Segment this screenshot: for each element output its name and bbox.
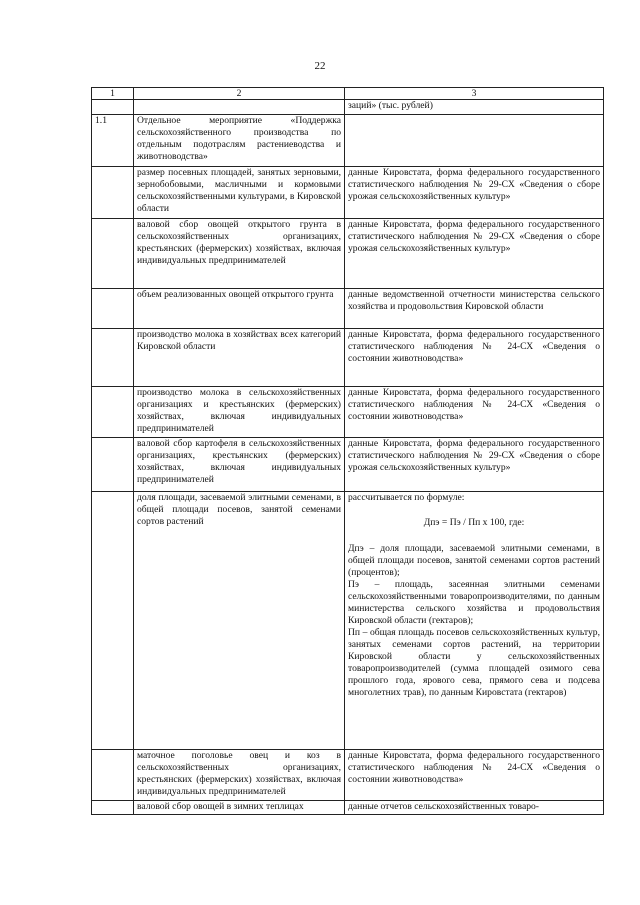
page-number: 22: [314, 60, 326, 72]
indicator-cell: производство молока в сельскохозяйственных организациях и крестьянских (фермерских) хозяйствах, включая индивидуальных предпринимателей: [134, 387, 345, 438]
indicator-cell: валовой сбор картофеля в сельскохозяйственных организациях, крестьянских (фермерских) хозяйствах, включая индивидуальных предпринимателей: [134, 438, 345, 492]
formula-definition: Пп – общая площадь посевов сельскохозяйственных культур, занятых семенами сортов растений, на территории Кировской области у сельскохозяйственных товаропроизводителей (сумма площадей озимого сева прошлого года, ярового сева, прямого сева и подсева многолетних трав), по данным Кировстата (гектаров): [348, 627, 600, 698]
table-row: [92, 289, 604, 329]
table-row: [92, 438, 604, 492]
source-cell: данные Кировстата, форма федерального государственного статистического наблюдения № 24-СХ «Сведения о состоянии животноводства»: [345, 387, 604, 438]
section-row: [92, 115, 604, 167]
source-cell: данные ведомственной отчетности министерства сельского хозяйства и продовольствия Кировской области: [345, 289, 604, 329]
table-row: [92, 801, 604, 815]
section-number: 1.1: [92, 115, 134, 167]
indicator-cell: валовой сбор овощей в зимних теплицах: [134, 801, 345, 815]
header-col-2: 2: [134, 88, 345, 100]
indicator-cell: производство молока в хозяйствах всех категорий Кировской области: [134, 329, 345, 387]
formula-definition: Пэ – площадь, засеянная элитными семенами сельскохозяйственными товаропроизводителями, по данным министерства сельского хозяйства и продовольствия Кировской области (гектаров);: [348, 579, 600, 626]
formula-source-cell: [345, 492, 604, 750]
source-cell: данные Кировстата, форма федерального государственного статистического наблюдения № 29-СХ «Сведения о сборе урожая сельскохозяйственных культур»: [345, 219, 604, 289]
indicator-cell: валовой сбор овощей открытого грунта в сельскохозяйственных организациях, крестьянских (фермерских) хозяйствах, включая индивидуальных предпринимателей: [134, 219, 345, 289]
indicator-table: [91, 87, 604, 815]
indicator-cell: размер посевных площадей, занятых зерновыми, зернобобовыми, масличными и кормовыми сельскохозяйственными культурами, в Кировской области: [134, 167, 345, 219]
table-row: [92, 387, 604, 438]
source-cell: данные Кировстата, форма федерального государственного статистического наблюдения № 24-СХ «Сведения о состоянии животноводства»: [345, 329, 604, 387]
continuation-text: заций» (тыс. рублей): [345, 100, 604, 115]
source-cell: данные Кировстата, форма федерального государственного статистического наблюдения № 29-СХ «Сведения о сборе урожая сельскохозяйственных культур»: [345, 167, 604, 219]
section-title: Отдельное мероприятие «Поддержка сельскохозяйственного производства по отдельным подотраслям растениеводства и животноводства»: [134, 115, 345, 167]
header-col-1: 1: [92, 88, 134, 100]
table-row: [92, 219, 604, 289]
table-row: [92, 750, 604, 801]
header-row: [92, 88, 604, 100]
indicator-cell: маточное поголовье овец и коз в сельскохозяйственных организациях, крестьянских (фермерских) хозяйствах, включая индивидуальных предпринимателей: [134, 750, 345, 801]
header-col-3: 3: [345, 88, 604, 100]
source-cell: данные Кировстата, форма федерального государственного статистического наблюдения № 24-СХ «Сведения о состоянии животноводства»: [345, 750, 604, 801]
indicator-cell: объем реализованных овощей открытого грунта: [134, 289, 345, 329]
formula: Дпэ = Пэ / Пп х 100, где:: [423, 517, 525, 528]
continuation-row: [92, 100, 604, 115]
table-row: [92, 167, 604, 219]
source-cell: данные отчетов сельскохозяйственных товаро-: [345, 801, 604, 815]
formula-definition: Дпэ – доля площади, засеваемой элитными семенами, в общей площади посевов, занятой семенами сортов растений (процентов);: [348, 543, 600, 578]
formula-row: [92, 492, 604, 750]
formula-intro: рассчитывается по формуле:: [348, 492, 465, 503]
source-cell: данные Кировстата, форма федерального государственного статистического наблюдения № 29-СХ «Сведения о сборе урожая сельскохозяйственных культур»: [345, 438, 604, 492]
indicator-cell: доля площади, засеваемой элитными семенами, в общей площади посевов, занятой семенами сортов растений: [134, 492, 345, 750]
table-row: [92, 329, 604, 387]
